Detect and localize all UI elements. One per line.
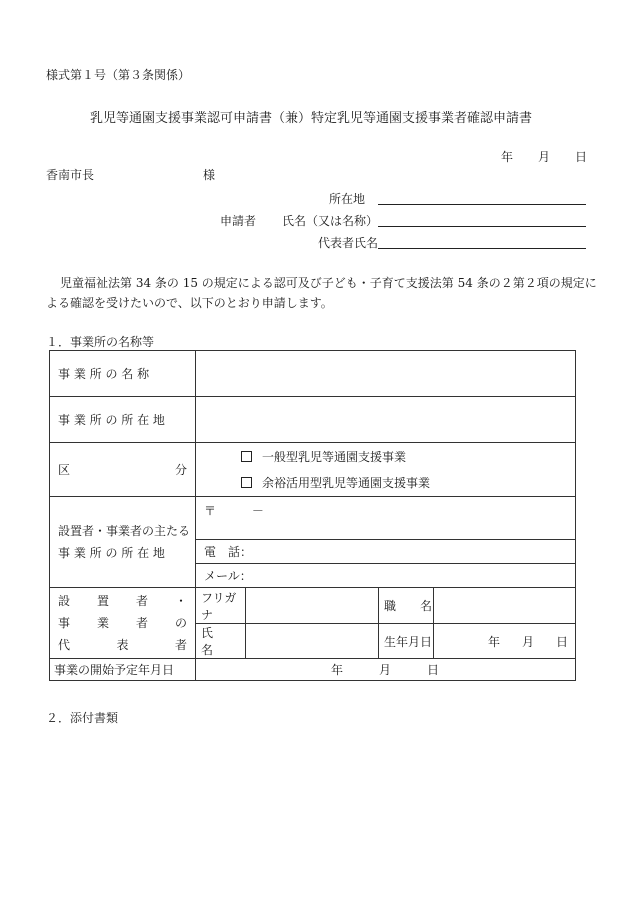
applicant-name-field[interactable] — [378, 226, 586, 227]
birth-month: 月 — [521, 634, 534, 649]
applicant-address-field[interactable] — [378, 204, 586, 205]
checkbox-icon[interactable] — [241, 451, 252, 462]
representative-label — [50, 588, 196, 659]
name-label: 氏 名 — [196, 624, 246, 659]
section2-heading: ２．添付書類 — [46, 711, 119, 725]
rep-char: の — [174, 616, 187, 630]
facility-address-label: 事 業 所 の 所 在 地 — [50, 397, 196, 443]
furigana-field[interactable] — [246, 588, 379, 624]
facility-name-field[interactable] — [196, 351, 576, 397]
rep-char: 業 — [96, 616, 109, 630]
position-label: 職 名 — [379, 588, 434, 624]
facility-table — [49, 350, 576, 681]
rep-char: 置 — [96, 594, 109, 608]
document-title: 乳児等通園支援事業認可申請書（兼）特定乳児等通園支援事業者確認申請書 — [90, 111, 533, 126]
phone-field[interactable] — [196, 540, 576, 564]
postal-mark: 〒 — [204, 504, 217, 518]
birthdate-field[interactable] — [434, 624, 576, 659]
rep-char: 代 — [58, 638, 71, 652]
form-number: 様式第１号（第３条関係） — [46, 68, 191, 82]
applicant-label: 申請者 — [220, 214, 257, 228]
category-char1: 区 — [58, 463, 71, 477]
postal-dash: － — [251, 504, 264, 518]
rep-char: 表 — [116, 638, 129, 652]
birth-year: 年 — [488, 634, 501, 649]
position-field[interactable] — [434, 588, 576, 624]
main-office-label-line1: 設置者・事業者の主たる — [58, 524, 191, 538]
start-day: 日 — [427, 663, 440, 677]
start-year: 年 — [331, 663, 344, 677]
facility-address-field[interactable] — [196, 397, 576, 443]
category-option-general[interactable] — [241, 448, 575, 465]
date-day: 日 — [575, 150, 588, 164]
postal-field[interactable] — [196, 497, 576, 540]
category-option-surplus-label: 余裕活用型乳児等通園支援事業 — [262, 476, 431, 490]
applicant-address-label: 所在地 — [329, 192, 366, 206]
rep-char: 者 — [135, 594, 148, 608]
email-label: メール： — [204, 569, 252, 583]
phone-label: 電 話： — [204, 545, 253, 559]
rep-char: 設 — [58, 594, 71, 608]
rep-char: 者 — [174, 638, 187, 652]
start-month: 月 — [379, 663, 392, 677]
start-date-field[interactable] — [196, 659, 576, 681]
category-option-surplus[interactable] — [241, 474, 575, 491]
rep-char: ・ — [174, 594, 187, 608]
section1-heading: １．事業所の名称等 — [46, 335, 155, 349]
category-option-general-label: 一般型乳児等通園支援事業 — [262, 450, 407, 464]
applicant-rep-field[interactable] — [378, 248, 586, 249]
birth-day: 日 — [555, 634, 568, 649]
rep-char: 事 — [58, 616, 71, 630]
main-office-label — [50, 497, 196, 588]
category-label — [50, 443, 196, 497]
date-month: 月 — [538, 150, 551, 164]
furigana-label: フリガナ — [196, 588, 246, 624]
date-year: 年 — [501, 150, 514, 164]
start-date-label: 事業の開始予定年月日 — [50, 659, 196, 681]
body-text-line1: 児童福祉法第 34 条の 15 の規定による認可及び子ども・子育て支援法第 54 条の２第２項の規定に — [60, 276, 597, 290]
addressee-honorific: 様 — [203, 168, 216, 182]
birthdate-label: 生年月日 — [379, 624, 434, 659]
name-field[interactable] — [246, 624, 379, 659]
email-field[interactable] — [196, 564, 576, 588]
applicant-name-label: 氏名（又は名称） — [282, 214, 379, 228]
rep-char: 者 — [135, 616, 148, 630]
category-options — [196, 443, 576, 497]
applicant-rep-label: 代表者氏名 — [318, 236, 379, 250]
body-text-line2: よる確認を受けたいので、以下のとおり申請します。 — [46, 296, 333, 310]
main-office-label-line2: 事 業 所 の 所 在 地 — [58, 546, 165, 560]
addressee-name: 香南市長 — [46, 168, 95, 182]
category-char2: 分 — [174, 463, 187, 477]
facility-name-label: 事 業 所 の 名 称 — [50, 351, 196, 397]
checkbox-icon[interactable] — [241, 477, 252, 488]
